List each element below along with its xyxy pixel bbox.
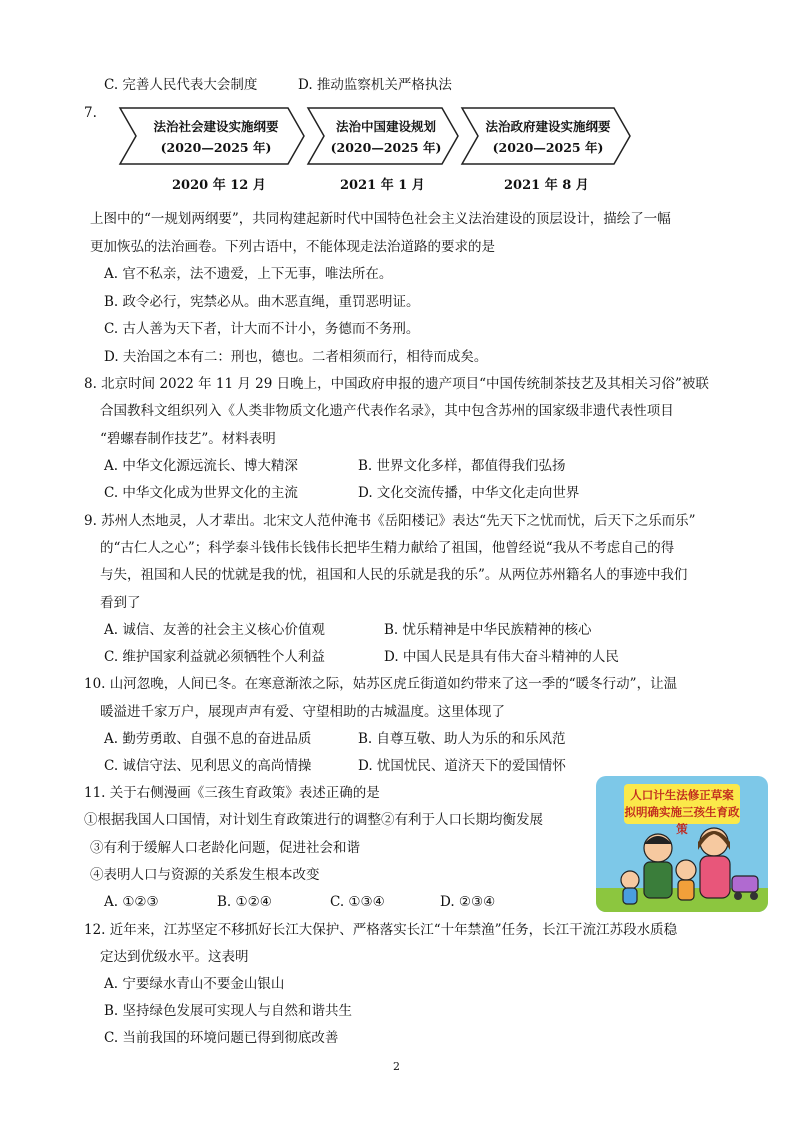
- three-child-policy-cartoon: [596, 776, 768, 912]
- q9-line3: 与失，祖国和人民的忧就是我的忧，祖国和人民的乐就是我的乐”。从两位苏州籍名人的事迹中我们: [100, 567, 688, 583]
- flow-1-title: 法治社会建设实施纲要: [153, 119, 279, 134]
- q8-line1: 8. 北京时间 2022 年 11 月 29 日晚上，中国政府申报的遗产项目“中国传统制茶技艺及其相关习俗”被联: [84, 376, 709, 392]
- q9-option-b: B. 忧乐精神是中华民族精神的核心: [384, 622, 592, 638]
- q9-option-d: D. 中国人民是具有伟大奋斗精神的人民: [384, 649, 619, 665]
- flow-3-years: (2020—2025 年): [492, 140, 604, 155]
- cartoon-banner-line1: 人口计生法修正草案: [630, 788, 734, 802]
- q7-stem-line1: 上图中的“一规划两纲要”，共同构建起新时代中国特色社会主义法治建设的顶层设计，描绘了一幅: [90, 211, 671, 227]
- q11-line4: ④表明人口与资源的关系发生根本改变: [90, 867, 320, 883]
- q10-option-d: D. 忧国忧民、道济天下的爱国情怀: [358, 758, 566, 774]
- q7-option-b: B. 政令必行，宪禁必从。曲木恶直绳，重罚恶明证。: [104, 294, 420, 310]
- q6-option-c: C. 完善人民代表大会制度: [104, 77, 258, 93]
- q12-option-c: C. 当前我国的环境问题已得到彻底改善: [104, 1030, 339, 1046]
- q8-line3: “碧螺春制作技艺”。材料表明: [100, 431, 276, 447]
- q12-option-b: B. 坚持绿色发展可实现人与自然和谐共生: [104, 1003, 353, 1019]
- cartoon-banner: [624, 784, 740, 836]
- q12-line1: 12. 近年来，江苏坚定不移抓好长江大保护、严格落实长江“十年禁渔”任务，长江干流江苏段水质稳: [84, 922, 678, 938]
- flow-2-date: 2021 年 1 月: [340, 178, 425, 193]
- cartoon-banner-line2: 拟明确实施三孩生育政策: [624, 805, 740, 836]
- q9-line1: 9. 苏州人杰地灵，人才辈出。北宋文人范仲淹书《岳阳楼记》表达“先天下之忧而忧，后天下之乐而乐”: [84, 513, 696, 529]
- q10-option-c: C. 诚信守法、见利思义的高尚情操: [104, 758, 312, 774]
- q11-option-d: D. ②③④: [440, 894, 496, 910]
- q8-option-b: B. 世界文化多样，都值得我们弘扬: [358, 458, 566, 474]
- flow-3-date: 2021 年 8 月: [504, 178, 589, 193]
- page-number: 2: [393, 1060, 400, 1073]
- flow-1-date: 2020 年 12 月: [172, 178, 266, 193]
- q11-line3: ③有利于缓解人口老龄化问题，促进社会和谐: [90, 840, 360, 856]
- q9-line2: 的“古仁人之心”；科学泰斗钱伟长钱伟长把毕生精力献给了祖国，他曾经说“我从不考虑自己的得: [100, 540, 675, 556]
- q9-option-a: A. 诚信、友善的社会主义核心价值观: [104, 622, 325, 638]
- q7-option-d: D. 夫治国之本有二：刑也，德也。二者相须而行，相待而成矣。: [104, 349, 488, 365]
- flow-3-title: 法治政府建设实施纲要: [485, 119, 611, 134]
- q7-option-c: C. 古人善为天下者，计大而不计小，务德而不务刑。: [104, 321, 420, 337]
- q7-stem-line2: 更加恢弘的法治画卷。下列古语中，不能体现走法治道路的要求的是: [90, 239, 495, 255]
- q10-option-b: B. 自尊互敬、助人为乐的和乐风范: [358, 731, 566, 747]
- q11-option-c: C. ①③④: [330, 894, 385, 910]
- q8-option-d: D. 文化交流传播，中华文化走向世界: [358, 485, 580, 501]
- q7-option-a: A. 官不私亲，法不遗爱，上下无事，唯法所在。: [104, 266, 393, 282]
- q6-option-d: D. 推动监察机关严格执法: [298, 77, 452, 93]
- flow-2-title: 法治中国建设规划: [335, 119, 436, 134]
- flow-1-years: (2020—2025 年): [160, 140, 272, 155]
- q11-line2: ①根据我国人口国情，对计划生育政策进行的调整②有利于人口长期均衡发展: [84, 812, 543, 828]
- q7-flow-diagram: [118, 106, 638, 168]
- q12-option-a: A. 宁要绿水青山不要金山银山: [104, 976, 285, 992]
- q9-line4: 看到了: [100, 595, 141, 611]
- q10-line2: 暖溢进千家万户，展现声声有爱、守望相助的古城温度。这里体现了: [100, 704, 505, 720]
- q10-option-a: A. 勤劳勇敢、自强不息的奋进品质: [104, 731, 312, 747]
- q8-option-a: A. 中华文化源远流长、博大精深: [104, 458, 298, 474]
- q12-line2: 定达到优级水平。这表明: [100, 949, 249, 965]
- flow-2-years: (2020—2025 年): [330, 140, 442, 155]
- q11-line1: 11. 关于右侧漫画《三孩生育政策》表述正确的是: [84, 785, 380, 801]
- q9-option-c: C. 维护国家利益就必须牺牲个人利益: [104, 649, 325, 665]
- q8-line2: 合国教科文组织列入《人类非物质文化遗产代表作名录》，其中包含苏州的国家级非遗代表性项目: [100, 403, 674, 419]
- q11-option-a: A. ①②③: [104, 894, 159, 910]
- q7-number: 7.: [84, 105, 97, 121]
- q10-line1: 10. 山河忽晚，人间已冬。在寒意渐浓之际，姑苏区虎丘街道如约带来了这一季的“暖冬行动”，让温: [84, 676, 678, 692]
- q11-option-b: B. ①②④: [217, 894, 272, 910]
- q8-option-c: C. 中华文化成为世界文化的主流: [104, 485, 298, 501]
